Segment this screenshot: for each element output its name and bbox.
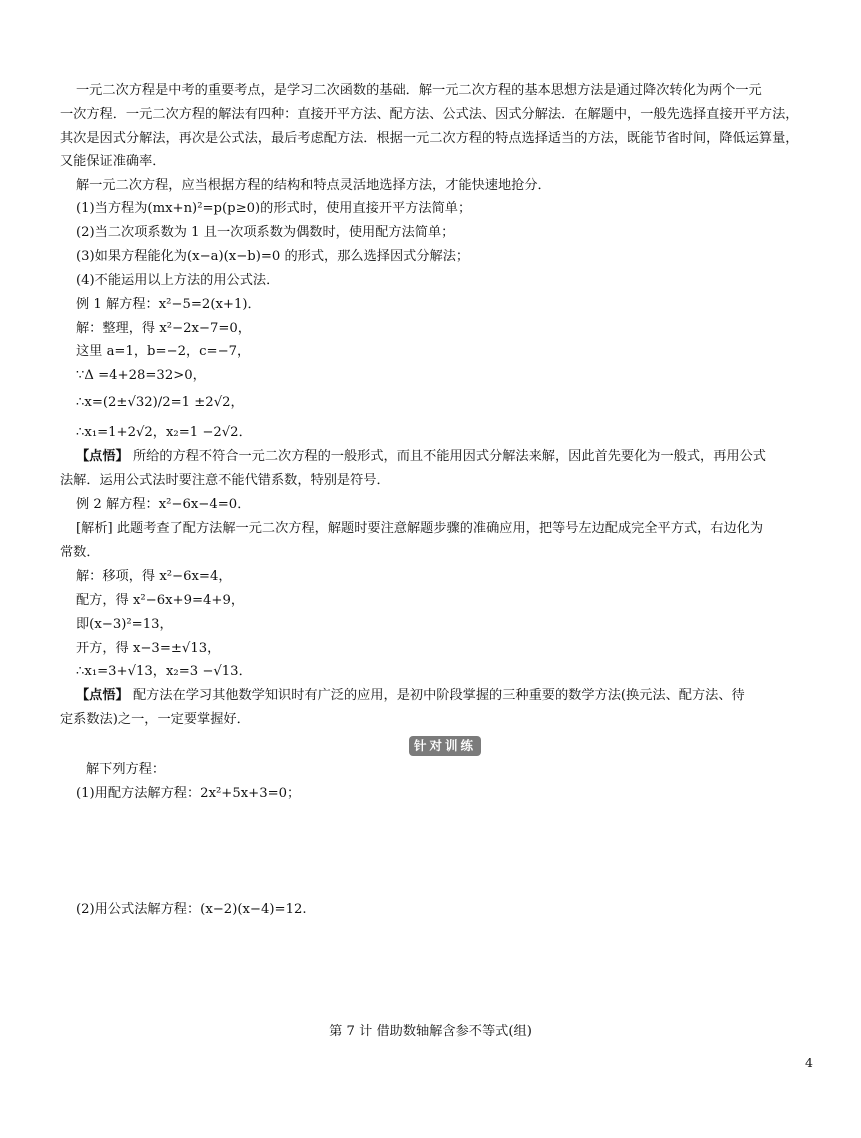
example1-step: 解：整理，得 x²−2x−7=0， (76, 321, 251, 336)
example2-step: 即(x−3)²=13， (76, 617, 173, 632)
intro-line: 一次方程．一元二次方程的解法有四种：直接开平方法、配方法、公式法、因式分解法．在解题中，一般先选择直接开平方法， (60, 107, 799, 122)
example1-step: ∴x=(2±√32)/2=1 ±2√2， (76, 395, 244, 410)
example1-note-line: 法解．运用公式法时要注意不能代错系数，特别是符号． (60, 473, 390, 488)
example2-step: ∴x₁=3+√13，x₂=3 −√13． (76, 664, 252, 679)
method-item: (4)不能运用以上方法的用公式法． (76, 273, 280, 288)
page-number: 4 (805, 1055, 813, 1070)
method-item: (3)如果方程能化为(x−a)(x−b)=0 的形式，那么选择因式分解法； (76, 249, 470, 264)
note-text: 所给的方程不符合一元二次方程的一般形式，而且不能用因式分解法来解，因此首先要化为一般式，再用公式 (128, 449, 766, 464)
training-prompt: 解下列方程： (86, 762, 166, 777)
example1-step: 这里 a=1，b=−2，c=−7， (76, 344, 251, 359)
example2-step: 解：移项，得 x²−6x=4， (76, 569, 232, 584)
next-section-title: 第 7 计 借助数轴解含参不等式(组) (329, 1024, 532, 1039)
example2-note (76, 687, 745, 705)
intro-line: 一元二次方程是中考的重要考点，是学习二次函数的基础．解一元二次方程的基本思想方法是通过降次转化为两个一元 (76, 83, 762, 98)
example1-note (76, 448, 766, 466)
intro-line: 其次是因式分解法，再次是公式法，最后考虑配方法．根据一元二次方程的特点选择适当的方法，既能节省时间，降低运算量， (60, 131, 799, 146)
example2-step: 配方，得 x²−6x+9=4+9， (76, 593, 245, 608)
example2-analysis: 常数． (60, 545, 100, 560)
note-label: 【点悟】 (76, 449, 129, 464)
training-badge: 针对训练 (409, 736, 481, 756)
example1-step: ∴x₁=1+2√2，x₂=1 −2√2． (76, 425, 252, 440)
example2-title: 例 2 解方程：x²−6x−4=0． (76, 497, 251, 512)
example2-step: 开方，得 x−3=±√13， (76, 641, 221, 656)
example1-step: ∵Δ =4+28=32>0， (76, 368, 206, 383)
intro-line: 又能保证准确率． (60, 154, 166, 169)
example2-analysis: [解析] 此题考查了配方法解一元二次方程，解题时要注意解题步骤的准确应用，把等号左边配成完全平方式，右边化为 (76, 521, 764, 536)
example1-title: 例 1 解方程：x²−5=2(x+1)． (76, 297, 261, 312)
training-question-2: (2)用公式法解方程：(x−2)(x−4)=12. (76, 902, 307, 917)
method-item: (1)当方程为(mx+n)²=p(p≥0)的形式时，使用直接开平方法简单； (76, 201, 472, 216)
method-item: (2)当二次项系数为 1 且一次项系数为偶数时，使用配方法简单； (76, 225, 455, 240)
note-label: 【点悟】 (76, 688, 129, 703)
example2-note-line: 定系数法)之一，一定要掌握好． (60, 712, 250, 727)
methods-intro: 解一元二次方程，应当根据方程的结构和特点灵活地选择方法，才能快速地抢分． (76, 178, 551, 193)
note-text: 配方法在学习其他数学知识时有广泛的应用，是初中阶段掌握的三种重要的数学方法(换元法、配方法、待 (128, 688, 745, 703)
training-question-1: (1)用配方法解方程：2x²+5x+3=0； (76, 786, 301, 801)
